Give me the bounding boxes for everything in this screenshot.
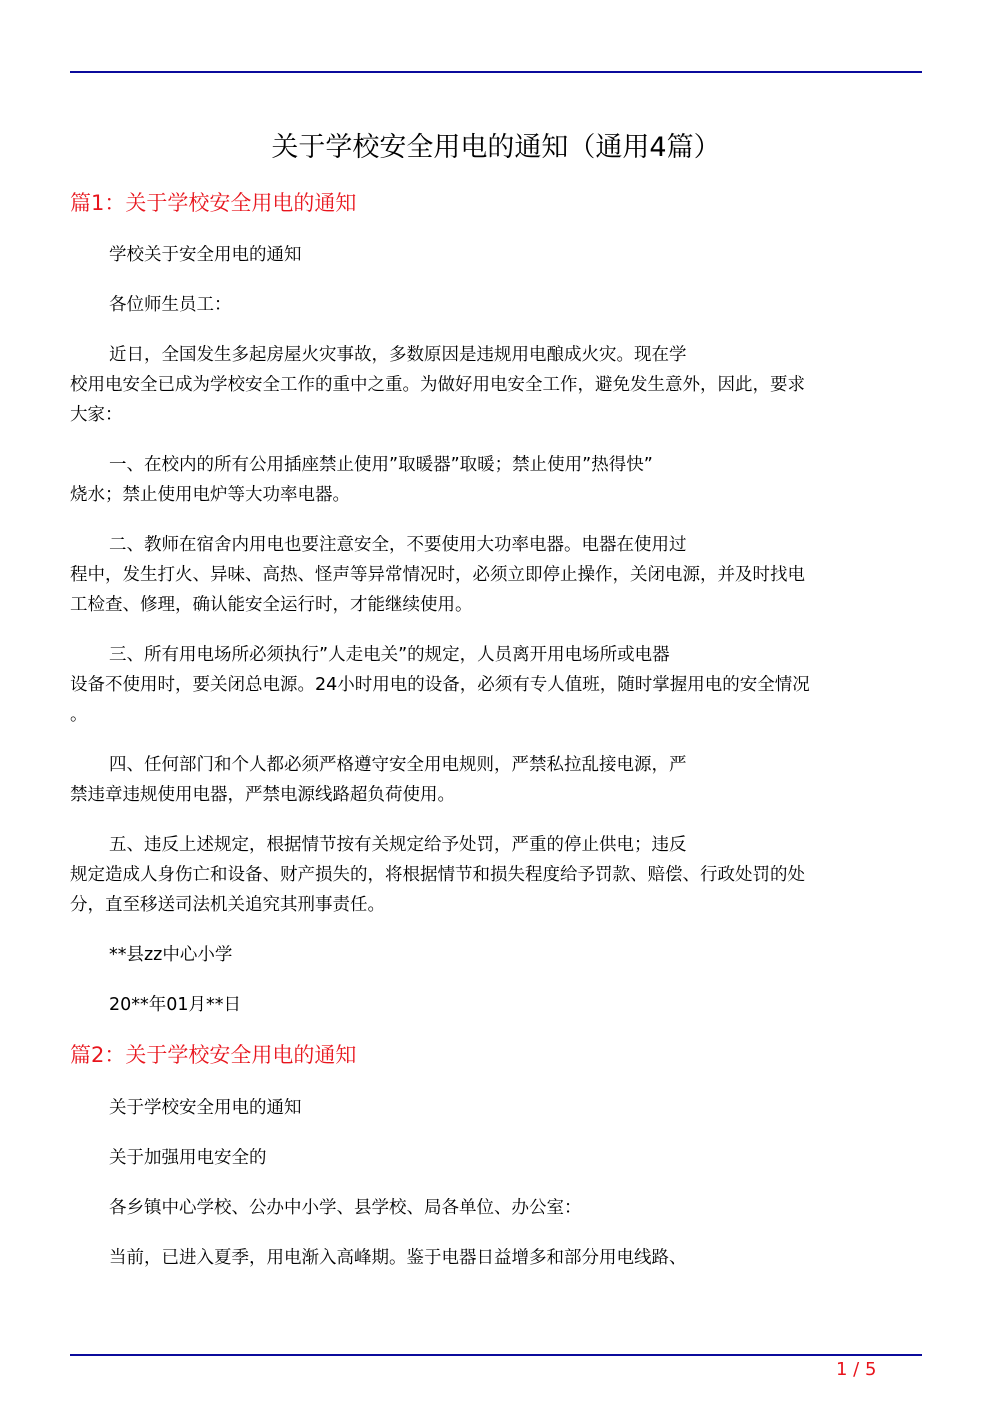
paragraph-line: 当前，已进入夏季，用电渐入高峰期。鉴于电器日益增多和部分用电线路、 — [109, 1248, 687, 1268]
paragraph-line: **县zz中心小学 — [109, 945, 233, 965]
paragraph-line: 一、在校内的所有公用插座禁止使用”取暖器”取暖；禁止使用”热得快” — [109, 455, 653, 475]
paragraph-line: 20**年01月**日 — [109, 995, 242, 1015]
paragraph-line: 设备不使用时，要关闭总电源。24小时用电的设备，必须有专人值班，随时掌握用电的安全情况 — [70, 675, 810, 695]
paragraph-line: 禁违章违规使用电器，严禁电源线路超负荷使用。 — [70, 785, 455, 805]
document-title: 关于学校安全用电的通知（通用4篇） — [271, 132, 721, 163]
paragraph-line: 关于学校安全用电的通知 — [109, 1098, 302, 1118]
signature-date — [70, 990, 922, 1020]
signature-organization — [70, 940, 922, 970]
paragraph-line: 校用电安全已成为学校安全工作的重中之重。为做好用电安全工作，避免发生意外，因此，要求 — [70, 375, 805, 395]
paragraph — [70, 340, 922, 430]
paragraph-line: 各乡镇中心学校、公办中小学、县学校、局各单位、办公室： — [109, 1198, 582, 1218]
paragraph-line: 大家： — [70, 405, 123, 425]
paragraph — [70, 830, 922, 920]
paragraph-line: 学校关于安全用电的通知 — [109, 245, 302, 265]
paragraph-line: 烧水；禁止使用电炉等大功率电器。 — [70, 485, 350, 505]
paragraph — [70, 1243, 922, 1273]
paragraph-line: 四、任何部门和个人都必须严格遵守安全用电规则，严禁私拉乱接电源，严 — [109, 755, 687, 775]
footer-rule — [70, 1354, 922, 1356]
paragraph — [70, 240, 922, 270]
paragraph — [70, 450, 922, 510]
paragraph — [70, 640, 922, 730]
paragraph-line: 关于加强用电安全的 — [109, 1148, 267, 1168]
paragraph — [70, 750, 922, 810]
paragraph — [70, 1093, 922, 1123]
paragraph-line: 五、违反上述规定，根据情节按有关规定给予处罚，严重的停止供电；违反 — [109, 835, 687, 855]
page-indicator: 1 / 5 — [836, 1359, 877, 1380]
paragraph — [70, 1143, 922, 1173]
paragraph-line: 分，直至移送司法机关追究其刑事责任。 — [70, 895, 385, 915]
paragraph — [70, 1193, 922, 1223]
section-2-heading: 篇2：关于学校安全用电的通知 — [70, 1043, 357, 1067]
paragraph-line: 各位师生员工： — [109, 295, 232, 315]
paragraph-line: 二、教师在宿舍内用电也要注意安全，不要使用大功率电器。电器在使用过 — [109, 535, 687, 555]
paragraph-line: 工检查、修理，确认能安全运行时，才能继续使用。 — [70, 595, 473, 615]
paragraph-line: 程中，发生打火、异味、高热、怪声等异常情况时，必须立即停止操作，关闭电源，并及时找电 — [70, 565, 805, 585]
section-1-heading: 篇1：关于学校安全用电的通知 — [70, 191, 357, 215]
paragraph — [70, 530, 922, 620]
paragraph-line: 。 — [70, 705, 88, 725]
header-rule — [70, 71, 922, 73]
paragraph-line: 近日，全国发生多起房屋火灾事故，多数原因是违规用电酿成火灾。现在学 — [109, 345, 687, 365]
paragraph-line: 规定造成人身伤亡和设备、财产损失的，将根据情节和损失程度给予罚款、赔偿、行政处罚的处 — [70, 865, 805, 885]
paragraph — [70, 290, 922, 320]
paragraph-line: 三、所有用电场所必须执行”人走电关”的规定，人员离开用电场所或电器 — [109, 645, 670, 665]
